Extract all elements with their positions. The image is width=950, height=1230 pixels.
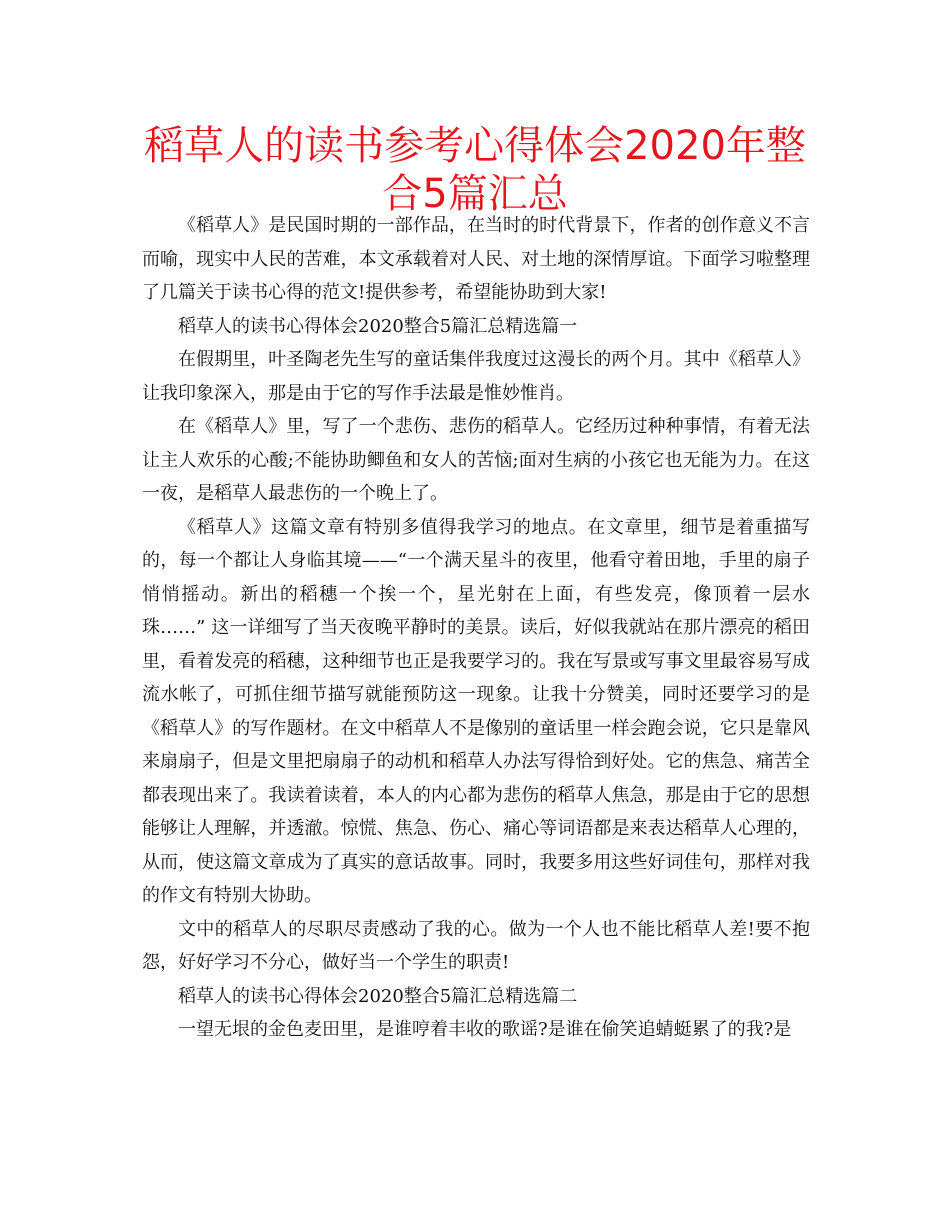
- paragraph: 在假期里，叶圣陶老先生写的童话集伴我度过这漫长的两个月。其中《稻草人》让我印象深入，那是由于它的写作手法最是惟妙惟肖。: [142, 349, 810, 404]
- paragraph: 《稻草人》这篇文章有特别多值得我学习的地点。在文章里，细节是着重描写的，每一个都让人身临其境——“一个满天星斗的夜里，他看守着田地，手里的扇子悄悄摇动。新出的稻穗一个挨一个，星光射在上面，有些发亮，像顶着一层水珠……” 这一详细写了当天夜晚平静时的美景。读后，好似我就站在那片漂亮的稻田里，看着发亮的稻穗，这种细节也正是我要学习的。我在写景或写事文里最容易写成流水帐了，可抓住细节描写就能预防这一现象。让我十分赞美，同时还要学习的是《稻草人》的写作题材。在文中稻草人不是像别的童话里一样会跑会说，它只是靠风来扇扇子，但是文里把扇扇子的动机和稻草人办法写得恰到好处。它的焦急、痛苦全都表现出来了。我读着读着，本人的内心都为悲伤的稻草人焦急，那是由于它的思想能够让人理解，并透澈。惊慌、焦急、伤心、痛心等词语都是来表达稻草人心理的，从而，使这篇文章成为了真实的意话故事。同时，我要多用这些好词佳句，那样对我的作文有特别大协助。: [142, 516, 810, 906]
- paragraph: 文中的稻草人的尽职尽责感动了我的心。做为一个人也不能比稻草人差!要不抱怨，好好学习不分心，做好当一个学生的职责!: [142, 918, 810, 973]
- section-heading-2: 稻草人的读书心得体会2020整合5篇汇总精选篇二: [178, 985, 578, 1007]
- paragraph: 一望无垠的金色麦田里，是谁哼着丰收的歌谣?是谁在偷笑追蜻蜓累了的我?是: [178, 1019, 792, 1040]
- paragraph-intro: 《稻草人》是民国时期的一部作品，在当时的时代背景下，作者的创作意义不言而喻，现实中人民的苦难，本文承载着对人民、对土地的深情厚谊。下面学习啦整理了几篇关于读书心得的范文!提供参考，希望能协助到大家!: [142, 215, 810, 303]
- document-title: 稻草人的读书参考心得体会2020年整合5篇汇总: [144, 123, 806, 217]
- section-heading-1: 稻草人的读书心得体会2020整合5篇汇总精选篇一: [178, 315, 578, 337]
- paragraph: 在《稻草人》里，写了一个悲伤、悲伤的稻草人。它经历过种种事情，有着无法让主人欢乐的心酸;不能协助鲫鱼和女人的苦恼;面对生病的小孩它也无能为力。在这一夜，是稻草人最悲伤的一个晚上了。: [142, 416, 810, 504]
- document-body: [142, 209, 810, 1047]
